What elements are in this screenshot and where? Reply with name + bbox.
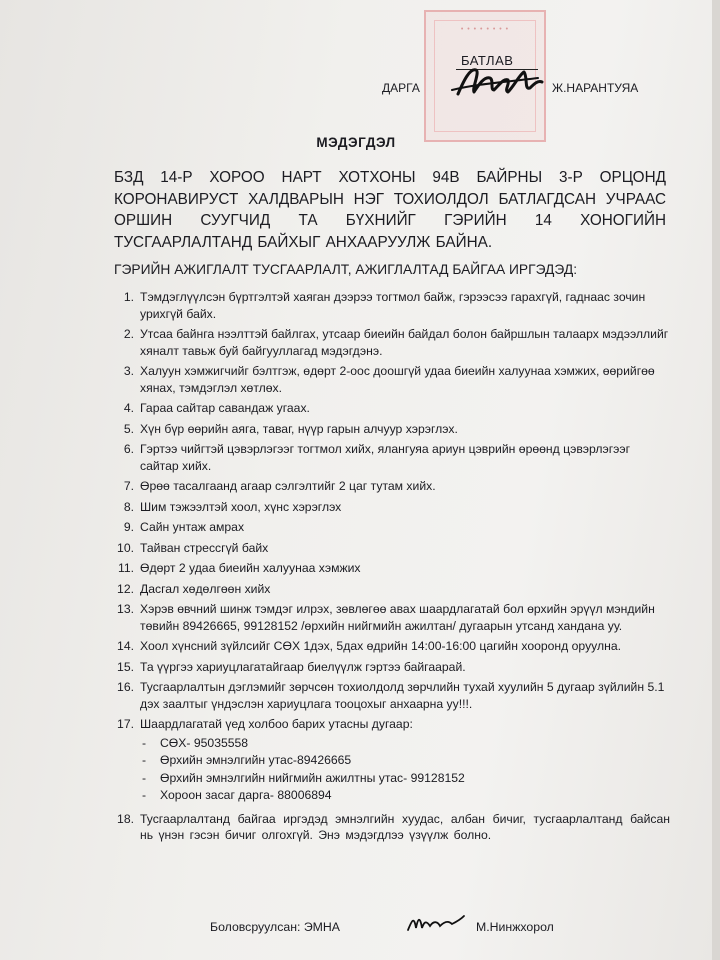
list-item [114, 363, 670, 396]
item-text: Тусгаарлалтын дэглэмийг зөрчсөн тохиолдолд зөрчлийн тухай хуулийн 5 дугаар зүйлийн 5.1 дэх заалтыг үндэслэн хариуцлага тооцохыг анхаарна уу!!!. [140, 680, 665, 711]
item-text: Гараа сайтар савандаж угаах. [140, 401, 310, 416]
item-number: 15. [117, 659, 134, 674]
item-number: 3. [123, 364, 134, 379]
list-item [114, 659, 670, 676]
list-item [114, 400, 670, 417]
preparer-name: М.Нинжхорол [476, 920, 554, 934]
approve-label: БАТЛАВ [461, 53, 514, 68]
list-item [114, 289, 670, 322]
list-item [114, 478, 670, 495]
phone-text: СӨХ- 95035558 [160, 735, 249, 750]
chief-signature [446, 60, 546, 102]
item-text: Тайван стрессгүй байх [140, 540, 269, 555]
bullet-dash: - [142, 753, 147, 768]
list-item [114, 421, 670, 438]
chief-name: Ж.НАРАНТУЯА [552, 81, 639, 95]
document-title: МЭДЭГДЭЛ [316, 135, 396, 150]
item-text: Гэртээ чийгтэй цэвэрлэгээг тогтмол хийх, ялангуяа ариун цэврийн өрөөнд цэвэрлэгээг сайтар хийх. [140, 442, 631, 473]
item-number: 11. [117, 561, 134, 576]
item-number: 1. [123, 290, 134, 304]
list-item [114, 679, 670, 712]
item-text: Дасгал хөдөлгөөн хийх [140, 581, 271, 596]
list-item [114, 811, 670, 844]
list-item [114, 601, 670, 634]
item-text: Өдөрт 2 удаа биеийн халуунаа хэмжих [140, 561, 361, 576]
item-text: Шим тэжээлтэй хоол, хүнс хэрэглэх [140, 499, 342, 514]
phone-text: Хороон засаг дарга- 88006894 [160, 788, 332, 803]
item-number: 2. [123, 327, 134, 342]
item-text: Сайн унтаж амрах [140, 520, 245, 535]
chief-title: ДАРГА [382, 81, 420, 95]
intro-paragraph: БЗД 14-Р ХОРОО НАРТ ХОТХОНЫ 94В БАЙРНЫ 3-Р ОРЦОНД КОРОНАВИРУСТ ХАЛДВАРЫН НЭГ ТОХИОЛДОЛ БАТЛАГДСАН УЧРААС ОРШИН СУУГЧИД ТА БҮХНИЙГ ГЭРИЙН 14 ХОНОГИЙН ТУСГААРЛАЛТАНД БАЙХЫГ АНХААРУУЛЖ БАЙНА. [114, 169, 666, 251]
bullet-dash: - [142, 788, 147, 803]
item-number: 12. [117, 581, 134, 596]
bullet-dash: - [142, 770, 147, 785]
phone-text: Өрхийн эмнэлгийн утас-89426665 [160, 753, 352, 768]
list-item [114, 560, 670, 577]
phone-text: Өрхийн эмнэлгийн нийгмийн ажилтны утас- 99128152 [160, 770, 465, 785]
item-number: 18. [117, 811, 134, 826]
item-number: 6. [123, 442, 134, 457]
item-text: Хэрэв өвчний шинж тэмдэг илрэх, зөвлөгөө авах шаардлагатай бол өрхийн эрүүл мэндийн төвийн 89426665, 99128152 /өрхийн нийгмийн ажилтан/ дугаарын утсанд хандана уу. [140, 602, 655, 633]
item-text: Хүн бүр өөрийн аяга, таваг, нүүр гарын алчуур хэрэглэх. [140, 421, 458, 436]
item-number: 4. [123, 401, 134, 416]
item-text: Тусгаарлалтанд байгаа иргэдэд эмнэлгийн хуудас, албан бичиг, тусгаарлалтанд байсан нь үнэн гэсэн бичиг олгохгүй. Энэ мэдэгдлээ үзүүлж болно. [140, 811, 670, 843]
list-heading: ГЭРИЙН АЖИГЛАЛТ ТУСГААРЛАЛТ, АЖИГЛАЛТАД БАЙГАА ИРГЭДЭД: [114, 262, 578, 277]
bullet-dash: - [142, 735, 147, 750]
list-item [114, 326, 670, 359]
list-item [114, 540, 670, 557]
preparer-signature [404, 910, 466, 938]
item-text: Утсаа байнга нээлттэй байлгах, утсаар биеийн байдал болон байршлын талаарх мэдээллийг хяналт тавьж буй байгууллагад мэдэгдэнэ. [140, 327, 669, 358]
phone-item [114, 787, 670, 804]
phone-item [114, 770, 670, 787]
list-item [114, 638, 670, 655]
item-text: Тэмдэглүүлсэн бүртгэлтэй хаяган дээрээ тогтмол байж, гэрээсээ гарахгүй, гаднаас зочин урихгүй байх. [140, 290, 646, 321]
item-number: 13. [117, 602, 134, 617]
item-text: Шаардлагатай үед холбоо барих утасны дугаар: [140, 717, 413, 732]
item-text: Өрөө тасалгаанд агаар сэлгэлтийг 2 цаг тутам хийх. [140, 479, 436, 494]
item-number: 14. [117, 639, 134, 654]
list-item [114, 716, 670, 733]
item-text: Хоол хүнсний зүйлсийг СӨХ 1дэх, 5дах өдрийн 14:00-16:00 цагийн хооронд оруулна. [140, 639, 622, 654]
list-item [114, 499, 670, 516]
item-number: 9. [123, 520, 134, 535]
phone-item [114, 735, 670, 752]
phone-item [114, 752, 670, 769]
item-text: Та үүргээ хариуцлагатайгаар биелүүлж гэртээ байгаарай. [140, 659, 466, 674]
item-number: 10. [117, 540, 134, 555]
item-number: 7. [123, 479, 134, 494]
item-number: 5. [123, 421, 134, 436]
list-item [114, 519, 670, 536]
item-number: 17. [117, 717, 134, 732]
item-number: 16. [117, 680, 134, 695]
instruction-list [114, 289, 670, 848]
item-number: 8. [123, 499, 134, 514]
official-stamp: • • • • • • • • [424, 10, 546, 142]
list-item [114, 441, 670, 474]
prepared-by-label: Боловсруулсан: ЭМНА [210, 920, 341, 934]
list-item [114, 581, 670, 598]
item-text: Халуун хэмжигчийг бэлтгэж, өдөрт 2-оос доошгүй удаа биеийн халуунаа хэмжих, өөрийгөө хянах, тэмдэглэл хөтлөх. [140, 364, 655, 395]
